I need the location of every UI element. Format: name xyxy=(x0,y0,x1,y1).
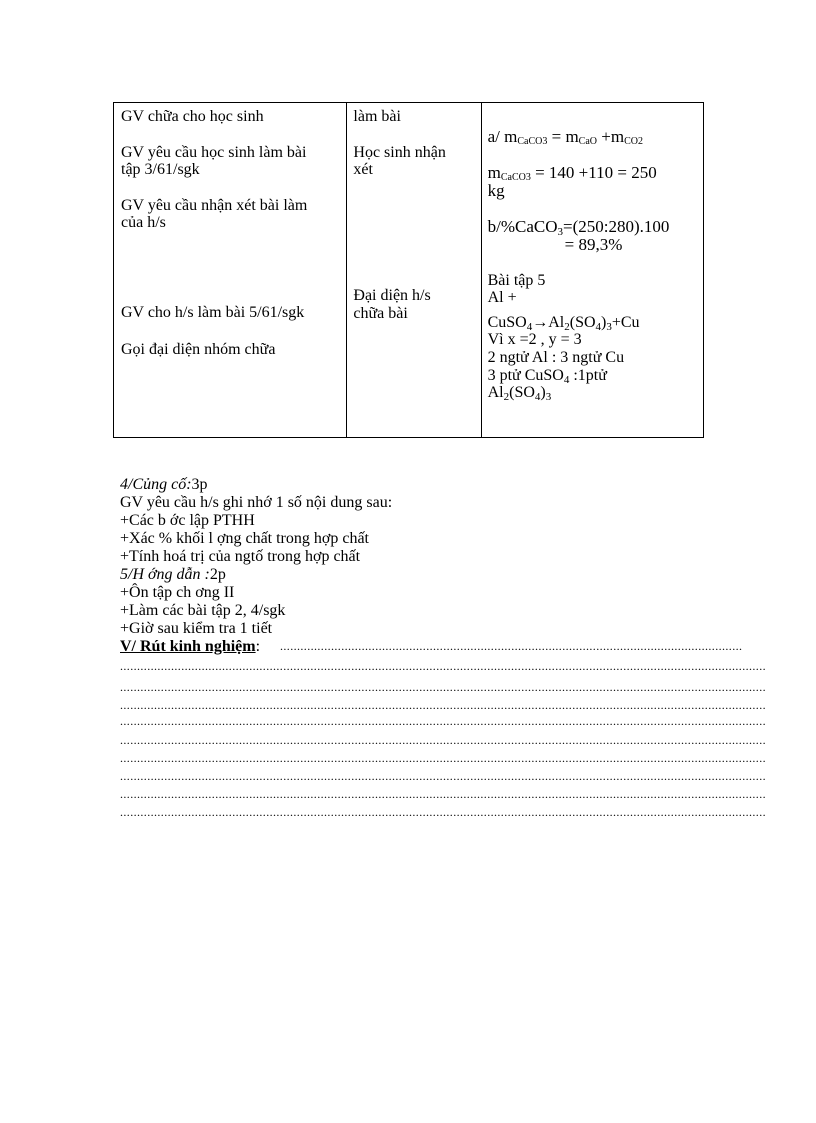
percentage-line1: b/%CaCO$_3$=(250:280).100 xyxy=(487,217,670,238)
guidance-heading: 5/H ớng dẫn :2p xyxy=(120,566,226,583)
consolidation-line4: +Tính hoá trị của ngtố trong hợp chất xyxy=(120,548,361,565)
teacher-step-5: Gọi đại diện nhóm chữa xyxy=(121,341,276,358)
teacher-step-4: GV cho h/s làm bài 5/61/sgk xyxy=(121,304,305,321)
dotted-line: .............................................................................................................................................................................................. xyxy=(120,751,766,765)
dotted-line: .............................................................................................................................................................................................. xyxy=(120,769,766,783)
exercise-5-line3: Vì x =2 , y = 3 xyxy=(487,331,582,348)
exercise-5-line5: 3 ptử CuSO$_4$ :1ptử xyxy=(487,367,607,386)
student-step-3-line1: Đại diện h/s xyxy=(353,287,431,304)
exercise-5-reaction: $CuSO_4\to Al_2(SO_4)_3+Cu$ xyxy=(487,314,640,333)
teacher-activity-cell xyxy=(114,103,347,438)
consolidation-heading: 4/Củng cố:3p xyxy=(120,476,208,493)
student-activity-cell xyxy=(347,103,481,438)
content-cell xyxy=(481,103,703,438)
dotted-line: .............................................................................................................................................................................................. xyxy=(120,680,766,694)
student-step-1: làm bài xyxy=(353,108,401,125)
exercise-5-line1: Al + xyxy=(487,289,517,306)
student-step-3-line2: chữa bài xyxy=(353,305,408,322)
exercise-5-line4: 2 ngtử Al : 3 ngtử Cu xyxy=(487,349,625,366)
exercise-5-title: Bài tập 5 xyxy=(487,272,546,289)
consolidation-line1: GV yêu cầu h/s ghi nhớ 1 số nội dung sau: xyxy=(120,494,393,511)
percentage-result: = 89,3% xyxy=(564,235,623,254)
dotted-line: .............................................................................................................................................................................................. xyxy=(120,659,766,673)
guidance-line2: +Làm các bài tập 2, 4/sgk xyxy=(120,602,286,619)
experience-heading: V/ Rút kinh nghiệm: xyxy=(120,638,261,655)
teacher-step-1: GV chữa cho học sinh xyxy=(121,108,264,125)
guidance-line3: +Giờ sau kiểm tra 1 tiết xyxy=(120,620,273,637)
teacher-step-2-line2: tập 3/61/sgk xyxy=(121,161,200,178)
teacher-step-3-line1: GV yêu cầu nhận xét bài làm xyxy=(121,197,308,214)
dotted-line: .............................................................................................................................................................................................. xyxy=(120,787,766,801)
reaction-arrow-icon: → xyxy=(532,314,549,331)
mass-unit: kg xyxy=(487,181,505,200)
exercise-5-line6: $Al_2(SO_4)_3$ xyxy=(487,384,552,403)
dotted-line: ........................................................................................................................................ xyxy=(280,639,743,653)
lesson-table xyxy=(113,102,704,438)
dotted-line: .............................................................................................................................................................................................. xyxy=(120,714,766,728)
teacher-step-3-line2: của h/s xyxy=(121,214,166,231)
mass-calculation: $m_{CaCO3} = 140 +110 = 250$ xyxy=(487,163,657,183)
dotted-line: .............................................................................................................................................................................................. xyxy=(120,698,766,712)
dotted-line: .............................................................................................................................................................................................. xyxy=(120,805,766,819)
lesson-footer xyxy=(120,476,392,656)
student-step-2-line1: Học sinh nhận xyxy=(353,144,446,161)
consolidation-line3: +Xác % khối l ợng chất trong hợp chất xyxy=(120,530,369,547)
dotted-line: .............................................................................................................................................................................................. xyxy=(120,733,766,747)
equation-a: a/ $m_{CaCO3} = m_{CaO} +m_{CO2}$ xyxy=(487,127,643,147)
guidance-line1: +Ôn tập ch ơng II xyxy=(120,584,235,601)
student-step-2-line2: xét xyxy=(353,161,373,178)
table-row xyxy=(114,103,704,438)
consolidation-line2: +Các b ớc lập PTHH xyxy=(120,512,255,529)
teacher-step-2-line1: GV yêu cầu học sinh làm bài xyxy=(121,144,307,161)
